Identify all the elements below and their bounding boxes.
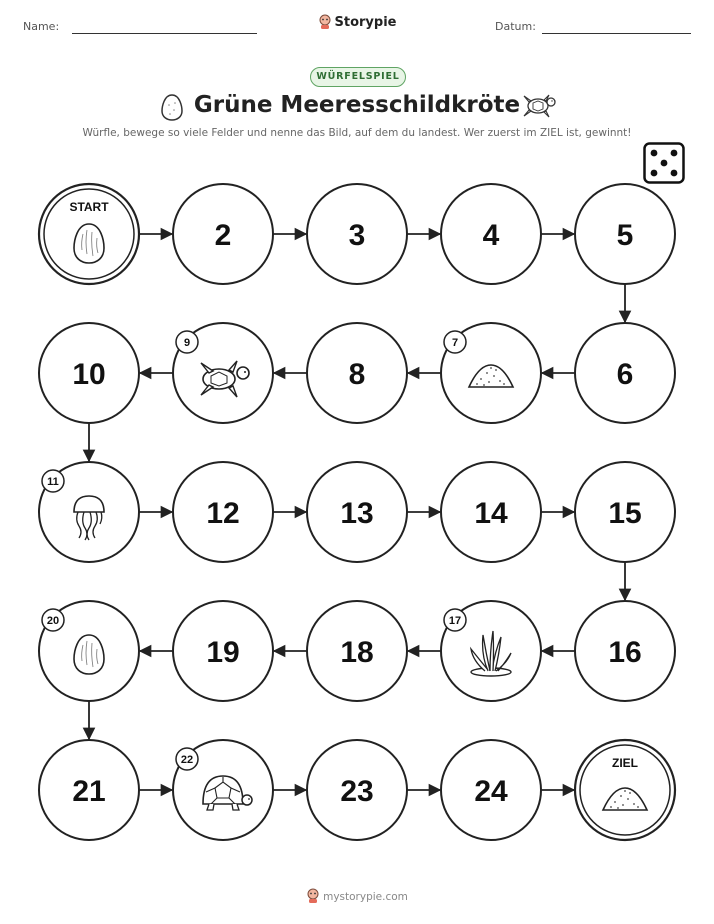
space-number: 4 (482, 219, 500, 252)
date-label: Datum: (495, 20, 536, 33)
space-number: 3 (348, 219, 366, 252)
board-space (441, 323, 541, 423)
board-space (173, 184, 273, 284)
space-number: 19 (206, 636, 240, 669)
board-space (307, 740, 407, 840)
space-number: 5 (616, 219, 634, 252)
board-space (307, 323, 407, 423)
footer (0, 888, 714, 907)
board-space (441, 184, 541, 284)
space-number: 23 (340, 775, 374, 808)
space-number: 18 (340, 636, 374, 669)
board-space (575, 462, 675, 562)
brand-name: Storypie (334, 15, 397, 30)
page-title: Grüne Meeresschildkröte (193, 92, 521, 118)
board-space (441, 462, 541, 562)
board-space (575, 323, 675, 423)
name-label: Name: (23, 20, 60, 33)
space-number: 14 (474, 497, 508, 530)
board-space (307, 184, 407, 284)
space-number: 9 (183, 337, 191, 349)
board-space (173, 601, 273, 701)
board-space (39, 601, 139, 701)
space-number: 8 (348, 358, 366, 391)
board-space (173, 740, 273, 840)
board-space (173, 462, 273, 562)
board-space (307, 601, 407, 701)
board-space (575, 601, 675, 701)
board-space (441, 740, 541, 840)
finish-label: ZIEL (612, 756, 638, 770)
game-type-badge: WÜRFELSPIEL (310, 67, 406, 87)
space-number: 7 (451, 337, 459, 349)
space-number: 10 (72, 358, 106, 391)
space-number: 20 (46, 615, 60, 627)
board-space (441, 601, 541, 701)
finish-space (575, 740, 675, 840)
space-number: 15 (608, 497, 642, 530)
board-space (173, 323, 273, 423)
egg-icon (74, 224, 104, 263)
board-space (39, 462, 139, 562)
space-number: 12 (206, 497, 240, 530)
storypie-logo-icon (306, 888, 320, 907)
space-number: 6 (616, 358, 634, 391)
space-number: 22 (180, 754, 194, 766)
space-number: 21 (72, 775, 106, 808)
start-label: START (69, 200, 109, 214)
board-space (307, 462, 407, 562)
instructions: Würfle, bewege so viele Felder und nenne das Bild, auf dem du landest. Wer zuerst im ZIEL ist, gewinnt! (82, 127, 632, 139)
space-number: 2 (214, 219, 232, 252)
board-space (575, 184, 675, 284)
board-space (39, 323, 139, 423)
egg-icon (74, 635, 104, 674)
space-number: 11 (47, 476, 59, 488)
space-number: 13 (340, 497, 374, 530)
board-space (39, 740, 139, 840)
footer-url[interactable]: mystorypie.com (323, 891, 408, 903)
start-space (39, 184, 139, 284)
space-number: 16 (608, 636, 642, 669)
space-number: 24 (474, 775, 508, 808)
space-number: 17 (448, 615, 462, 627)
